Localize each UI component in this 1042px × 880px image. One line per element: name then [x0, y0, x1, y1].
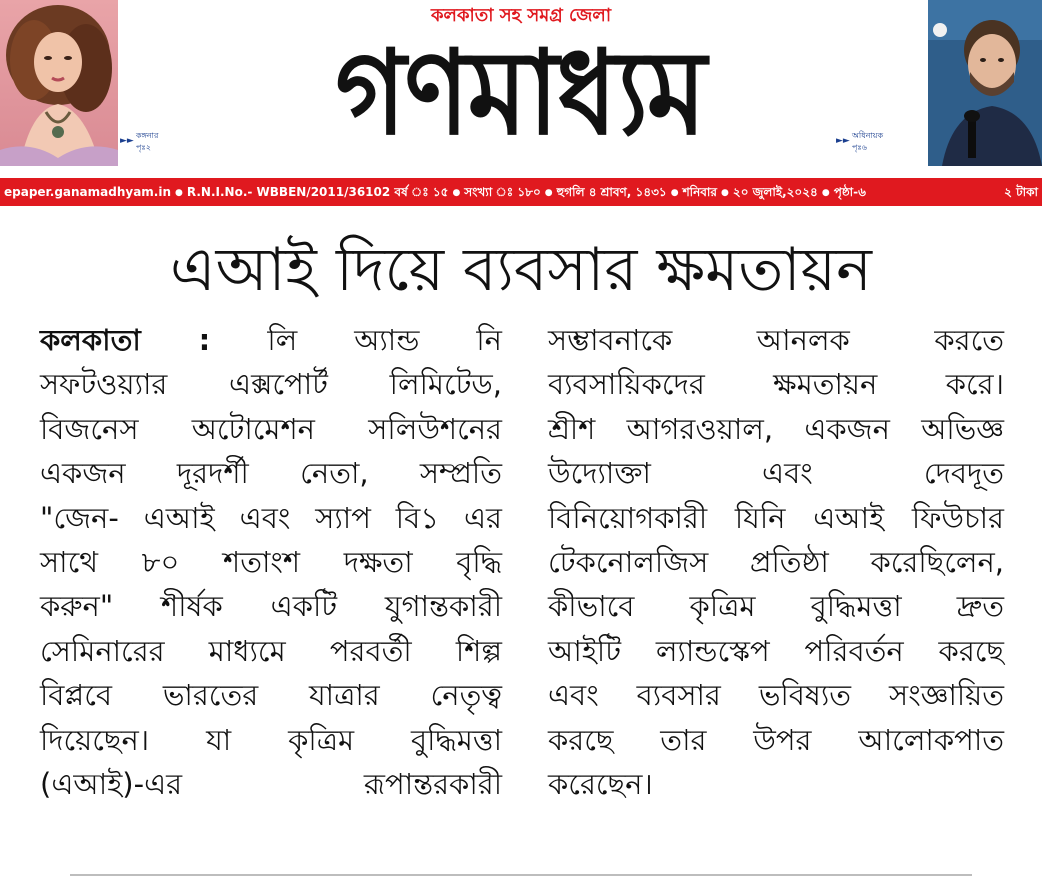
body-line: এবং ব্যবসার ভবিষ্যত সংজ্ঞায়িত [548, 678, 1004, 713]
dateline: কলকাতা : [40, 323, 211, 357]
body-line: করুন" শীর্ষক একটি যুগান্তকারী [40, 589, 502, 624]
year: বর্ষ ঃ ১৫ [394, 185, 449, 199]
weekday: শনিবার [682, 185, 718, 199]
body-line: কলকাতা : লি অ্যান্ড নি [40, 323, 502, 357]
body-line: বিপ্লবে ভারতের যাত্রার নেতৃত্ব [40, 678, 502, 713]
body-line: দিয়েছেন। যা কৃত্রিম বুদ্ধিমত্তা [40, 722, 502, 757]
body-line: বিনিয়োগকারী যিনি এআই ফিউচার [548, 500, 1004, 535]
article-column-right [548, 318, 1004, 806]
body-line: শ্রীশ আগরওয়াল, একজন অভিজ্ঞ [548, 411, 1004, 446]
bullet-icon: ● [544, 188, 553, 198]
bullet-icon: ● [175, 188, 183, 198]
teaser-photo-captain[interactable] [928, 0, 1042, 166]
body-line: উদ্যোক্তা এবং দেবদূত [548, 456, 1004, 491]
date: ২০ জুলাই,২০২৪ [732, 185, 818, 199]
price: ২ টাকা [1004, 185, 1038, 199]
page-number: পৃষ্ঠা-৬ [833, 185, 866, 199]
article-column-left [40, 318, 502, 806]
footer-divider [70, 874, 972, 876]
right-teaser-name: অধিনায়ক [852, 131, 884, 140]
body-line: টেকনোলজিস প্রতিষ্ঠা করেছিলেন, [548, 545, 1004, 580]
bengali-date: হুগলি ৪ শ্রাবণ, ১৪৩১ [556, 185, 667, 199]
issue-info-bar [0, 178, 1042, 206]
body-line: একজন দূরদর্শী নেতা, সম্প্রতি [40, 456, 502, 491]
double-arrow-icon: ►► [836, 136, 850, 146]
left-teaser-page: পৃঃ২ [136, 143, 151, 152]
article-headline: এআই দিয়ে ব্যবসার ক্ষমতায়ন [170, 235, 872, 305]
issue-number: সংখ্যা ঃ ১৮০ [464, 185, 541, 199]
body-line: সাথে ৮০ শতাংশ দক্ষতা বৃদ্ধি [40, 545, 502, 580]
body-line: ব্যবসায়িকদের ক্ষমতায়ন করে। [548, 367, 1004, 402]
body-line: কীভাবে কৃত্রিম বুদ্ধিমত্তা দ্রুত [548, 589, 1004, 624]
bullet-icon: ● [721, 188, 729, 198]
website-link[interactable]: epaper.ganamadhyam.in [4, 185, 172, 199]
bullet-icon: ● [452, 188, 461, 198]
bullet-icon: ● [670, 188, 679, 198]
body-line: বিজনেস অটোমেশন সলিউশনের [40, 411, 502, 446]
newspaper-title[interactable]: গণমাধ্যম [335, 24, 705, 162]
body-line: আইটি ল্যান্ডস্কেপ পরিবর্তন করছে [548, 633, 1004, 668]
body-line: সম্ভাবনাকে আনলক করতে [548, 323, 1004, 357]
rni-number: R.N.I.No.- WBBEN/2011/36102 [186, 185, 391, 199]
body-line: করছে তার উপর আলোকপাত [548, 722, 1004, 757]
left-teaser-name: কঙ্গনার [136, 131, 159, 140]
masthead [0, 0, 1042, 178]
body-line: সফটওয়্যার এক্সপোর্ট লিমিটেড, [40, 367, 502, 402]
body-line: "জেন- এআই এবং স্যাপ বি১ এর [40, 500, 502, 535]
body-line: (এআই)-এর রূপান্তরকারী [40, 767, 502, 802]
right-teaser-page: পৃঃ৬ [852, 143, 867, 152]
body-line: করেছেন। [548, 767, 653, 802]
double-arrow-icon: ►► [120, 136, 134, 146]
tagline: কলকাতা সহ সমগ্র জেলা [430, 5, 612, 26]
body-line: সেমিনারের মাধ্যমে পরবর্তী শিল্প [40, 633, 502, 668]
bullet-icon: ● [821, 188, 830, 198]
